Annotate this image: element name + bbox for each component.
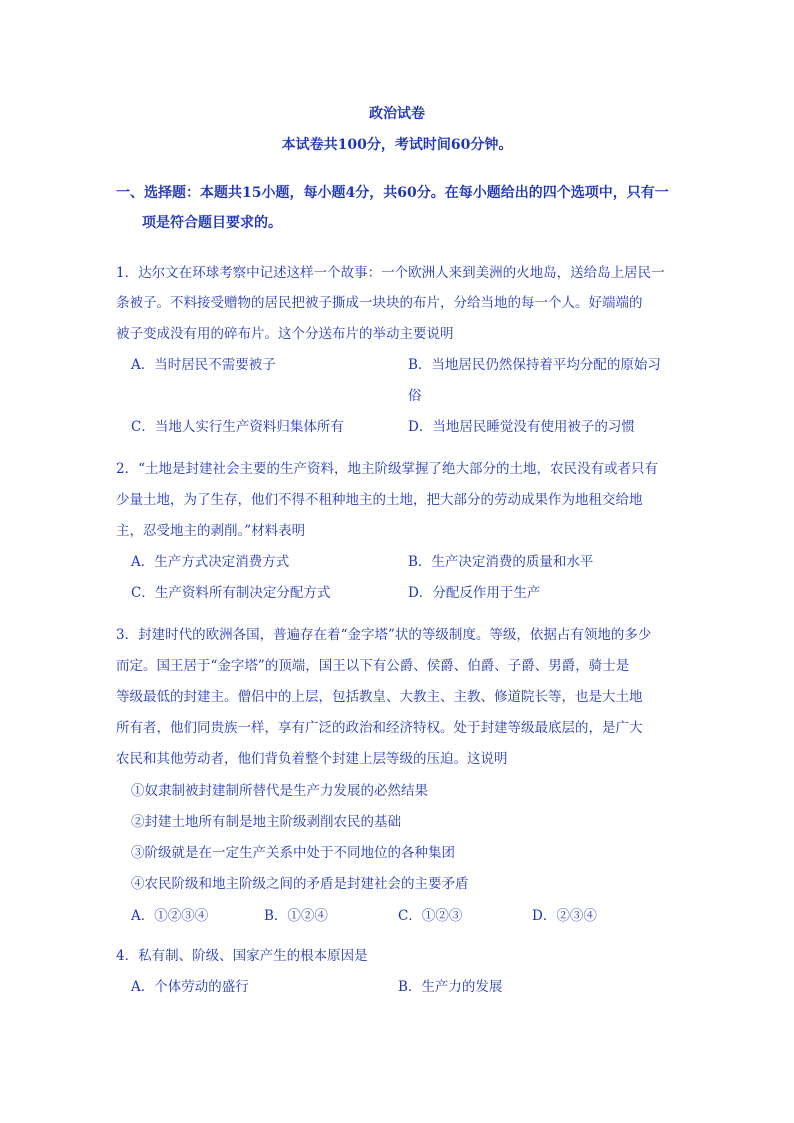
q3-option-b: B．①②④ (264, 908, 328, 924)
exam-title: 政治试卷 (369, 106, 425, 122)
q3-option-d: D．②③④ (532, 908, 597, 924)
q3-statement: ①奴隶制被封建制所替代是生产力发展的必然结果 (131, 783, 428, 799)
q1-stem-line: 被子变成没有用的碎布片。这个分送布片的举动主要说明 (116, 326, 454, 342)
q3-statement: ②封建土地所有制是地主阶级剥削农民的基础 (131, 814, 401, 830)
q3-stem-line: 3．封建时代的欧洲各国，普遍存在着“金字塔”状的等级制度。等级，依据占有领地的多少 (116, 627, 652, 643)
q2-option-b: B．生产决定消费的质量和水平 (408, 554, 594, 570)
q3-stem-line: 而定。国王居于“金字塔”的顶端，国王以下有公爵、侯爵、伯爵、子爵、男爵，骑士是 (116, 658, 630, 674)
q3-stem-line: 农民和其他劳动者，他们背负着整个封建上层等级的压迫。这说明 (116, 751, 508, 767)
q2-stem-line: 少量土地，为了生存，他们不得不租种地主的土地，把大部分的劳动成果作为地租交给地 (116, 492, 643, 508)
q3-stem-line: 所有者，他们同贵族一样，享有广泛的政治和经济特权。处于封建等级最底层的，是广大 (116, 720, 643, 736)
q1-option-b-cont: 俗 (408, 388, 422, 404)
q2-option-c: C．生产资料所有制决定分配方式 (131, 585, 331, 601)
q3-statement: ③阶级就是在一定生产关系中处于不同地位的各种集团 (131, 845, 455, 861)
q3-option-a: A．①②③④ (131, 908, 209, 924)
q1-option-c: C．当地人实行生产资料归集体所有 (131, 419, 344, 435)
q4-stem-line: 4．私有制、阶级、国家产生的根本原因是 (116, 948, 368, 964)
q1-stem-line: 1．达尔文在环球考察中记述这样一个故事：一个欧洲人来到美洲的火地岛，送给岛上居民一 (116, 265, 665, 281)
q3-stem-line: 等级最低的封建主。僧侣中的上层，包括教皇、大教主、主教、修道院长等，也是大土地 (116, 689, 643, 705)
q2-option-a: A．生产方式决定消费方式 (131, 554, 290, 570)
exam-subtitle: 本试卷共100分，考试时间60分钟。 (281, 137, 513, 153)
q1-stem-line: 条被子。不料接受赠物的居民把被子撕成一块块的布片，分给当地的每一个人。好端端的 (116, 295, 643, 311)
q1-option-d: D．当地居民睡觉没有使用被子的习惯 (408, 419, 635, 435)
section-heading-line2: 项是符合题目要求的。 (142, 215, 282, 231)
q1-option-a: A．当时居民不需要被子 (131, 357, 276, 373)
q2-stem-line: 主，忍受地主的剥削。”材料表明 (116, 523, 306, 539)
q2-stem-line: 2．“土地是封建社会主要的生产资料，地主阶级掌握了绝大部分的土地，农民没有或者只有 (116, 461, 658, 477)
section-heading-line1: 一、选择题：本题共15小题，每小题4分，共60分。在每小题给出的四个选项中，只有一 (116, 185, 669, 201)
q3-statement: ④农民阶级和地主阶级之间的矛盾是封建社会的主要矛盾 (131, 876, 469, 892)
q4-option-b: B．生产力的发展 (398, 979, 503, 995)
q3-option-c: C．①②③ (398, 908, 463, 924)
q4-option-a: A．个体劳动的盛行 (131, 979, 249, 995)
q2-option-d: D．分配反作用于生产 (408, 585, 541, 601)
q1-option-b: B．当地居民仍然保持着平均分配的原始习 (408, 357, 661, 373)
